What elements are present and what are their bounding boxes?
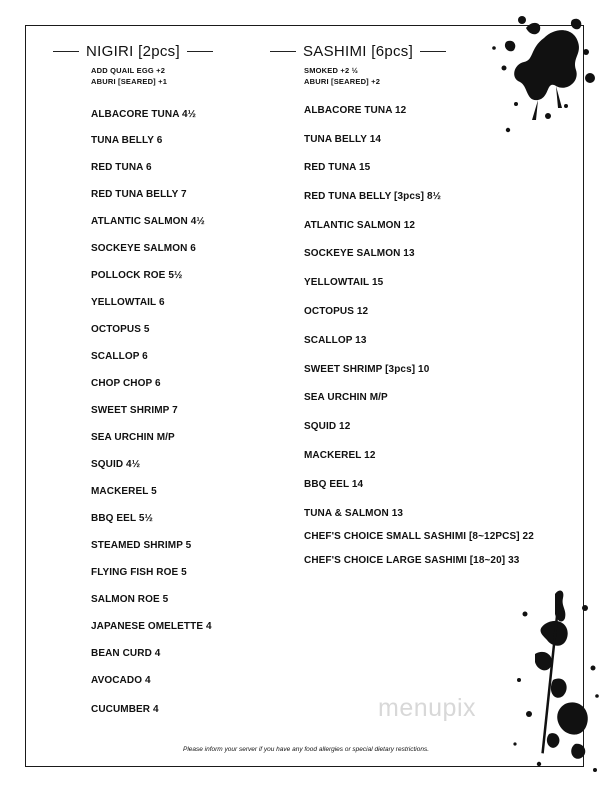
ink-splash-top-icon	[486, 8, 604, 138]
nigiri-item: MACKEREL 5	[91, 486, 157, 497]
sashimi-item: SQUID 12	[304, 421, 351, 432]
sashimi-item: BBQ EEL 14	[304, 479, 364, 490]
nigiri-heading	[53, 43, 213, 60]
sashimi-heading	[270, 43, 446, 60]
nigiri-item: SEA URCHIN M/P	[91, 432, 175, 443]
nigiri-item: SCALLOP 6	[91, 351, 148, 362]
sashimi-item: OCTOPUS 12	[304, 306, 369, 317]
watermark: menupix	[378, 694, 476, 722]
nigiri-item: SQUID 4½	[91, 459, 141, 470]
nigiri-item: FLYING FISH ROE 5	[91, 567, 187, 578]
sashimi-item: CHEF'S CHOICE SMALL SASHIMI [8~12PCS] 22	[304, 531, 534, 542]
nigiri-modifier: ABURI [SEARED] +1	[91, 77, 168, 86]
nigiri-item: RED TUNA 6	[91, 162, 152, 173]
nigiri-item: BEAN CURD 4	[91, 648, 161, 659]
sashimi-modifier: SMOKED +2 ½	[304, 66, 359, 75]
nigiri-title: NIGIRI [2pcs]	[86, 43, 180, 60]
sashimi-item: TUNA & SALMON 13	[304, 508, 404, 519]
sashimi-item: TUNA BELLY 14	[304, 134, 382, 145]
sashimi-item: SCALLOP 13	[304, 335, 367, 346]
sashimi-item: SOCKEYE SALMON 13	[304, 248, 415, 259]
nigiri-item: OCTOPUS 5	[91, 324, 150, 335]
nigiri-item: POLLOCK ROE 5½	[91, 270, 183, 281]
sashimi-item: SEA URCHIN M/P	[304, 392, 388, 403]
sashimi-item: SWEET SHRIMP [3pcs] 10	[304, 364, 430, 375]
nigiri-item: JAPANESE OMELETTE 4	[91, 621, 212, 632]
nigiri-item: CHOP CHOP 6	[91, 378, 161, 389]
nigiri-item: RED TUNA BELLY 7	[91, 189, 187, 200]
sashimi-item: YELLOWTAIL 15	[304, 277, 384, 288]
sashimi-title: SASHIMI [6pcs]	[303, 43, 414, 60]
heading-rule-right	[420, 51, 446, 52]
sashimi-item: RED TUNA BELLY [3pcs] 8½	[304, 191, 442, 202]
nigiri-item: BBQ EEL 5½	[91, 513, 153, 524]
sashimi-item: MACKEREL 12	[304, 450, 376, 461]
heading-rule-left	[270, 51, 296, 52]
allergy-footnote: Please inform your server if you have any food allergies or special dietary restrictions.	[182, 746, 430, 753]
sashimi-modifier: ABURI [SEARED] +2	[304, 77, 381, 86]
nigiri-modifier: ADD QUAIL EGG +2	[91, 66, 166, 75]
sashimi-item: RED TUNA 15	[304, 162, 371, 173]
heading-rule-left	[53, 51, 79, 52]
sashimi-item: ATLANTIC SALMON 12	[304, 220, 416, 231]
nigiri-item: SOCKEYE SALMON 6	[91, 243, 196, 254]
nigiri-item: TUNA BELLY 6	[91, 135, 163, 146]
nigiri-item: SWEET SHRIMP 7	[91, 405, 178, 416]
nigiri-item: AVOCADO 4	[91, 675, 151, 686]
sashimi-item: CHEF'S CHOICE LARGE SASHIMI [18~20] 33	[304, 555, 520, 566]
sashimi-item: ALBACORE TUNA 12	[304, 105, 407, 116]
nigiri-item: ALBACORE TUNA 4½	[91, 109, 197, 120]
nigiri-item: SALMON ROE 5	[91, 594, 169, 605]
nigiri-item: STEAMED SHRIMP 5	[91, 540, 192, 551]
heading-rule-right	[187, 51, 213, 52]
nigiri-item: ATLANTIC SALMON 4½	[91, 216, 205, 227]
nigiri-item: CUCUMBER 4	[91, 704, 159, 715]
nigiri-item: YELLOWTAIL 6	[91, 297, 165, 308]
